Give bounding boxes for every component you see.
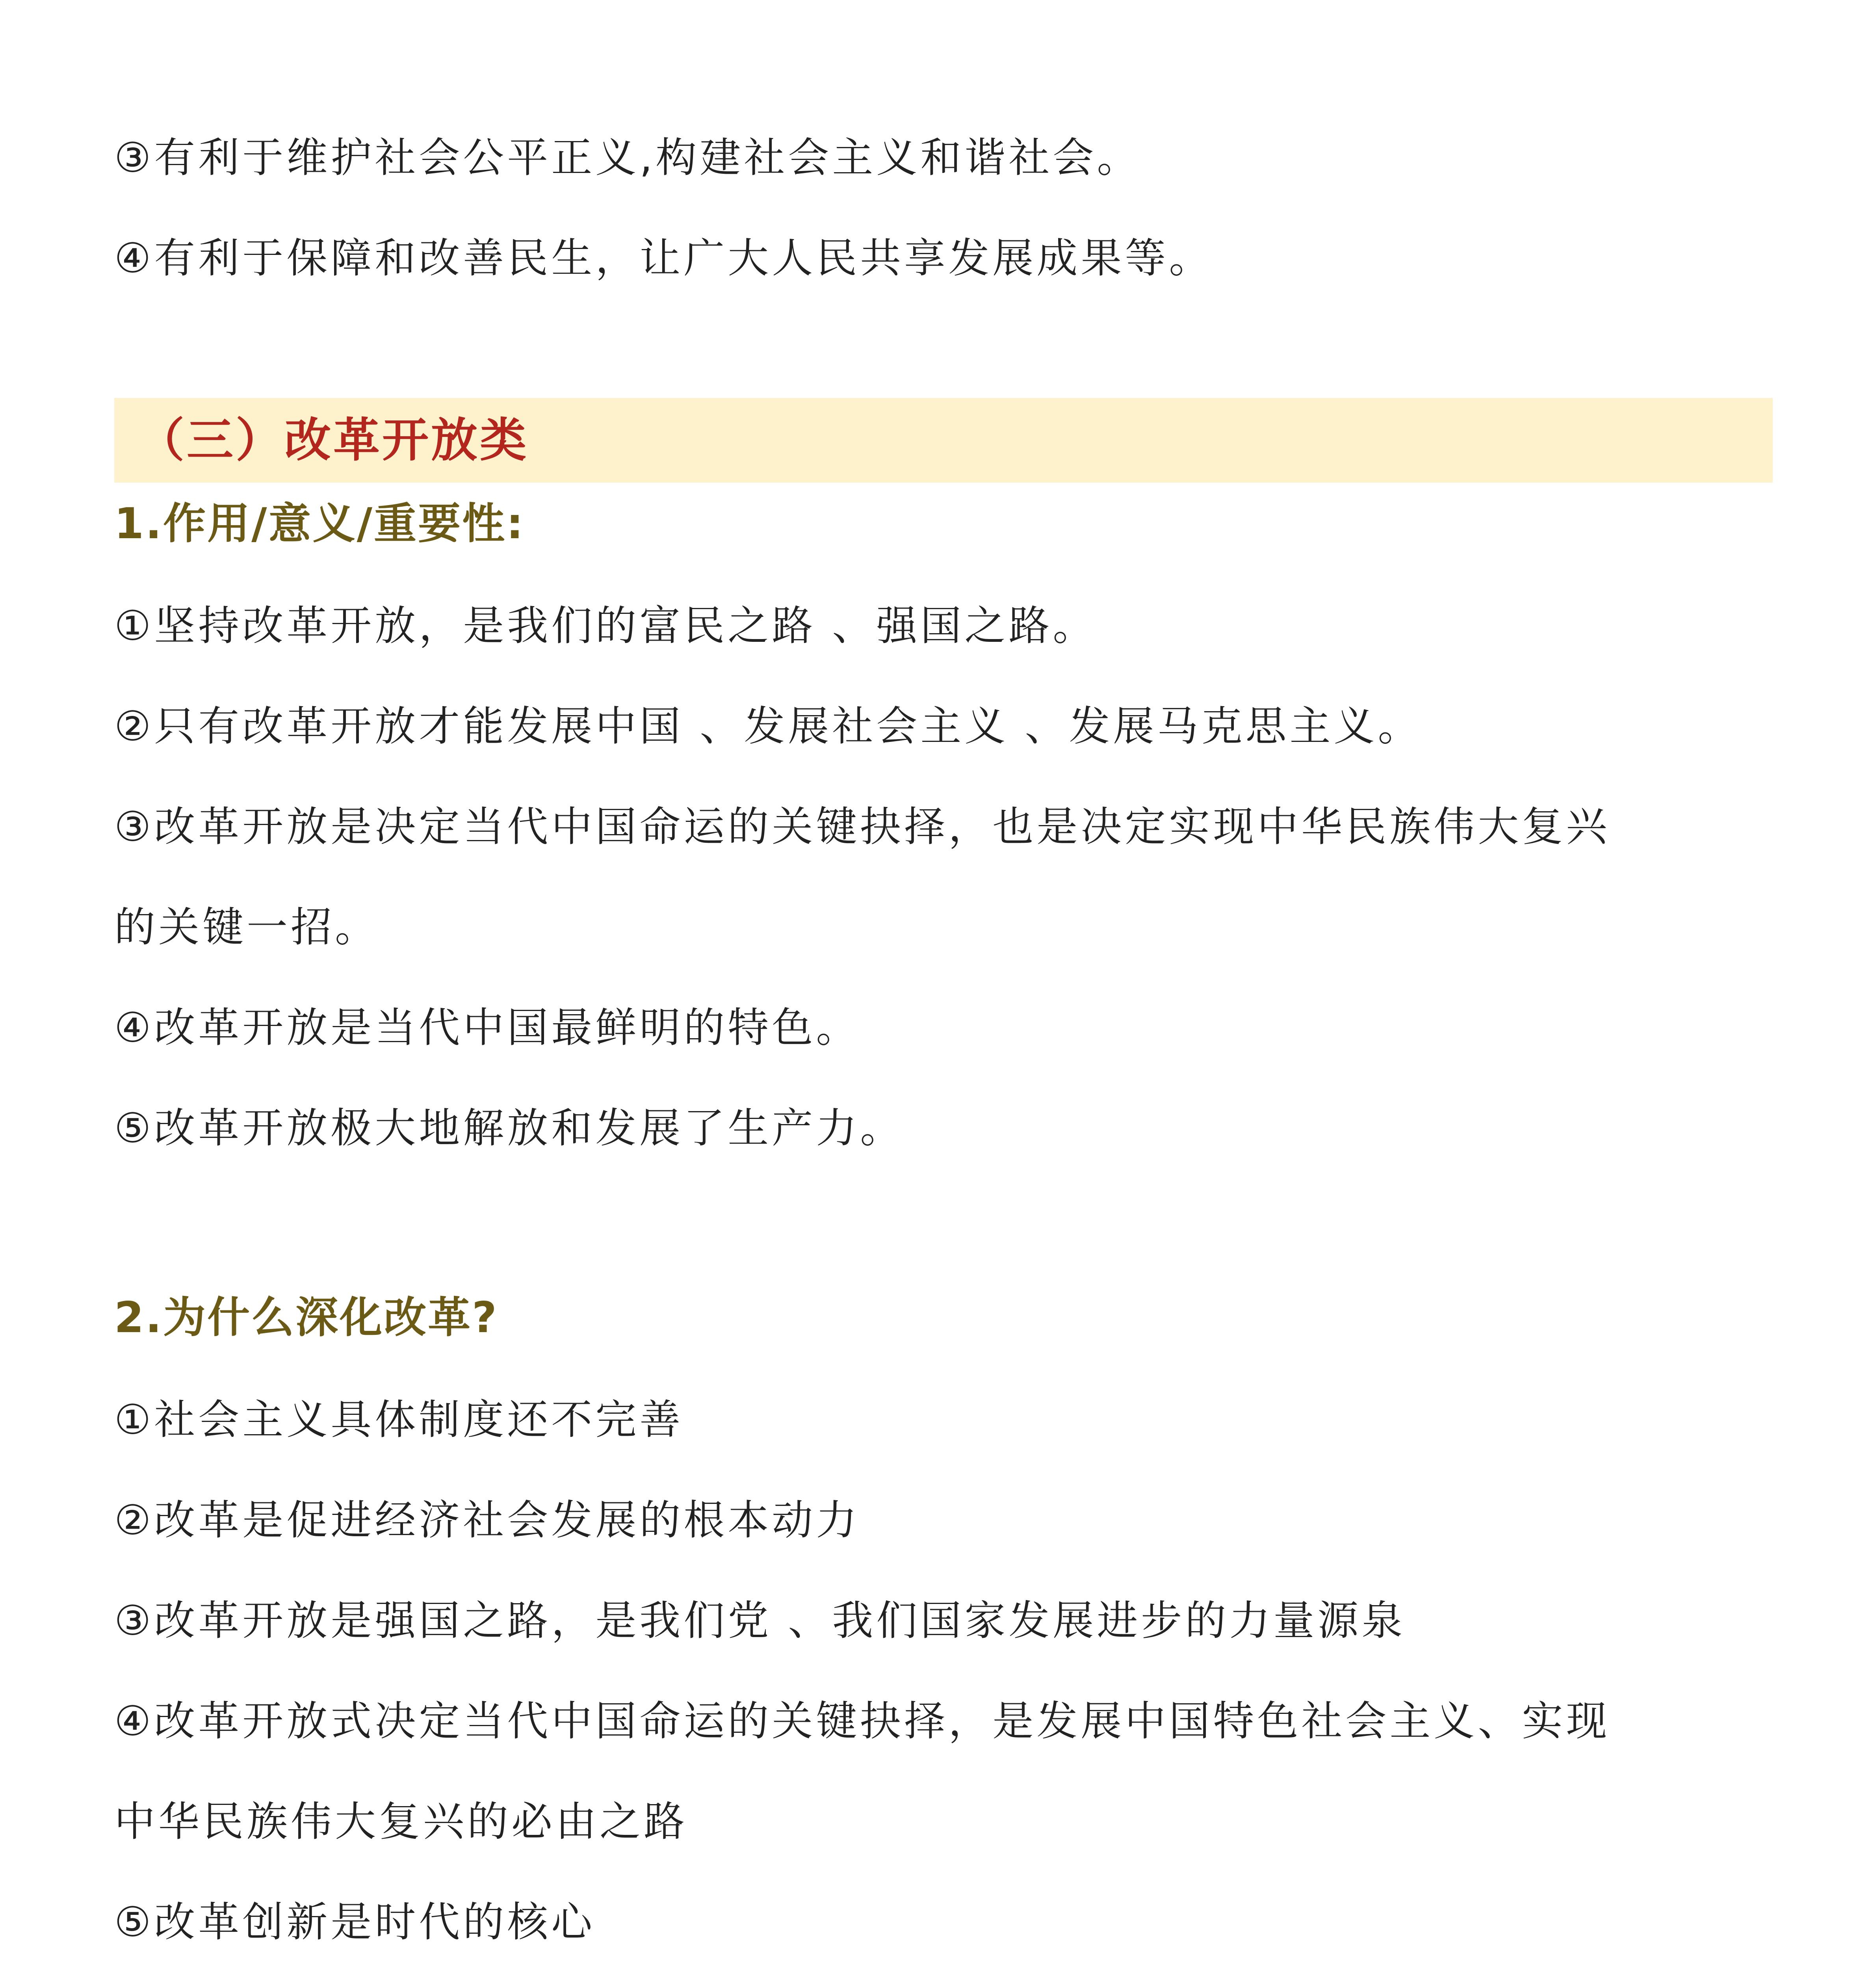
q2-item-2: ②改革是促进经济社会发展的根本动力 xyxy=(114,1496,860,1544)
q1-item-1: ①坚持改革开放，是我们的富民之路 、强国之路。 xyxy=(114,602,1097,650)
q2-item-3: ③改革开放是强国之路，是我们党 、我们国家发展进步的力量源泉 xyxy=(114,1596,1406,1645)
section-header-bar xyxy=(114,398,1773,483)
q1-item-5: ⑤改革开放极大地解放和发展了生产力。 xyxy=(114,1104,905,1152)
q1-item-3-continued: 的关键一招。 xyxy=(114,903,379,951)
q2-item-4-continued: 中华民族伟大复兴的必由之路 xyxy=(114,1797,688,1845)
intro-item-3: ③有利于维护社会公平正义,构建社会主义和谐社会。 xyxy=(114,134,1141,182)
intro-item-4: ④有利于保障和改善民生，让广大人民共享发展成果等。 xyxy=(114,234,1213,282)
q2-item-1: ①社会主义具体制度还不完善 xyxy=(114,1396,684,1444)
section-title: （三）改革开放类 xyxy=(138,413,529,467)
q1-heading: 1.作用/意义/重要性: xyxy=(114,499,525,548)
q2-item-5: ⑤改革创新是时代的核心 xyxy=(114,1898,596,1946)
q2-heading: 2.为什么深化改革? xyxy=(114,1293,498,1342)
q1-item-4: ④改革开放是当代中国最鲜明的特色。 xyxy=(114,1004,860,1052)
q2-item-4: ④改革开放式决定当代中国命运的关键抉择，是发展中国特色社会主义、实现 xyxy=(114,1697,1610,1745)
q1-item-3: ③改革开放是决定当代中国命运的关键抉择，也是决定实现中华民族伟大复兴 xyxy=(114,803,1610,851)
q1-item-2: ②只有改革开放才能发展中国 、发展社会主义 、发展马克思主义。 xyxy=(114,702,1422,750)
